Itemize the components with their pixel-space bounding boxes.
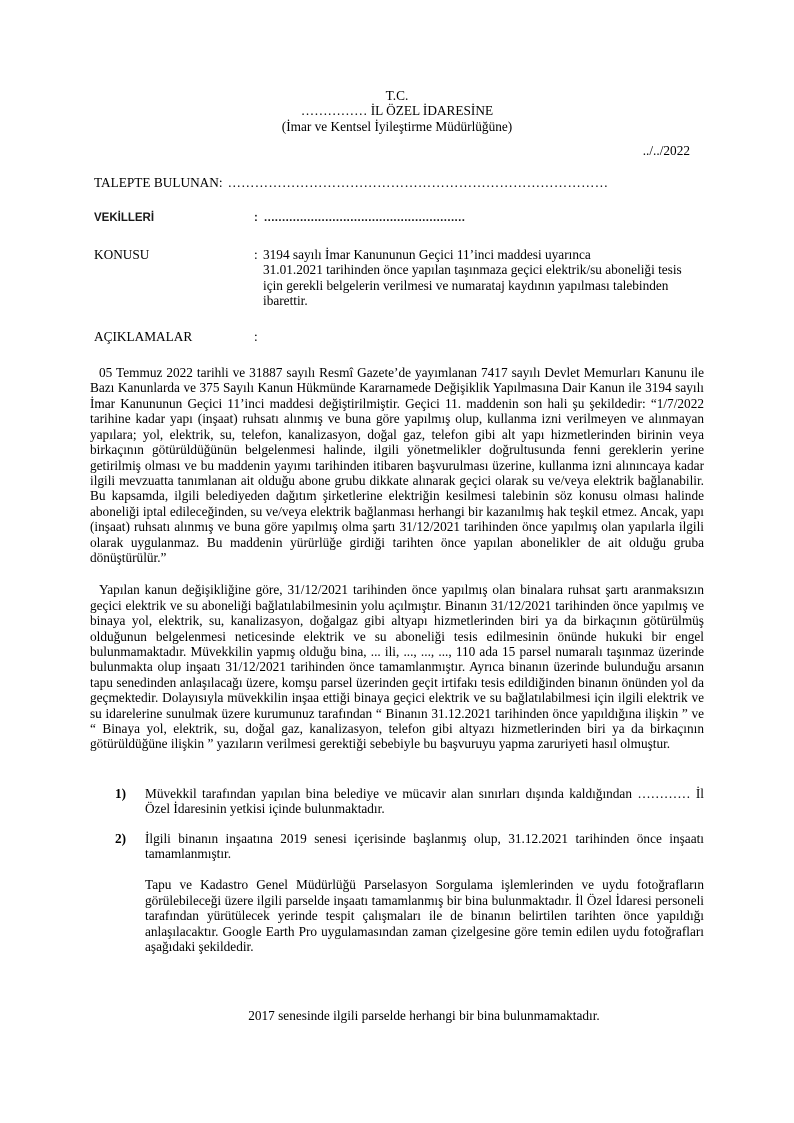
field-vekilleri (90, 211, 704, 225)
figure-caption-2017: 2017 senesinde ilgili parselde herhangi bir bina bulunmamaktadır. (248, 1008, 600, 1024)
aciklamalar-label: AÇIKLAMALAR (94, 328, 193, 344)
konusu-value-line1: 3194 sayılı İmar Kanununun Geçici 11’inci maddesi uyarınca (263, 247, 591, 263)
vekilleri-colon: : (254, 212, 258, 225)
field-aciklamalar (90, 329, 704, 344)
konusu-value (263, 247, 704, 309)
list-item-1-text: Müvekkil tarafından yapılan bina belediye ve mücavir alan sınırları dışında kaldığından ………… İl Özel İdaresinin yetkisi içinde bulunmaktadır. (145, 785, 704, 817)
list-item-2-text: İlgili binanın inşaatına 2019 senesi içerisinde başlanmış olup, 31.12.2021 tarihinden önce inşaatı tamamlanmıştır. (145, 830, 704, 862)
paragraph-application-grounds: Yapılan kanun değişikliğine göre, 31/12/2021 tarihinden önce yapılmış olan binalara ruhsat şartı aranmaksızın geçici elektrik ve su aboneliği bağlatılabilmesinin yolu açılmıştır. Binanın 31/12/2021 tarihinden önce yapılmış ve binaya yol, elektrik, su, kanalizasyon, doğalgaz gibi altyapı hizmetlerinden biri ya da birkaçının götürülmüş olduğunun belgelenmesi neticesinde elektrik ve su aboneliği tesis edilmesinin önünde hukuki bir engel bulunmamaktadır. Müvekkilin yapmış olduğu bina, ... ili, ..., ..., ..., 110 ada 15 parsel numaralı taşınmaz üzerinde bulunmakta olup inşaatı 31/12/2021 tarihinden önce tamamlanmıştır. Ayrıca binanın üzerinde bulunduğu arsanın tapu senedinden anlaşılacağı üzere, komşu parsel üzerinden geçit irtifakı tesis edildiğinden binanın önünden yol da geçmektedir. Dolayısıyla müvekkilin inşaa ettiği binaya geçici elektrik ve su bağlatılabilmesi için ilgili elektrik ve su idarelerine sunulmak üzere kurumunuz tarafından “ Binanın 31.12.2021 tarihinden önce yapıldığına ilişkin ” ve “ Binaya yol, elektrik, su, doğal gaz, kanalizasyon, telefon gibi altyazı hizmetlerinden biri ya da birkaçının götürüldüğüne ilişkin ” yazıların verilmesi gerektiği sebebiyle bu başvuruyu yapma zaruriyeti hasıl olmuştur. (90, 582, 704, 752)
document-header (90, 88, 704, 134)
konusu-colon: : (254, 247, 258, 263)
vekilleri-label: VEKİLLERİ (94, 212, 155, 225)
paragraph-law-amendment: 05 Temmuz 2022 tarihli ve 31887 sayılı Resmî Gazete’de yayımlanan 7417 sayılı Devlet Memurları Kanunu ile Bazı Kanunlarda ve 375 Sayılı Kanun Hükmünde Kararnamede Değişiklik Yapılmasına Dair Kanun ile 3194 sayılı İmar Kanununun Geçici 11’inci maddesi değiştirilmiştir. Geçici 11. maddenin son hali şu şekildedir: “1/7/2022 tarihine kadar yapı (inşaat) ruhsatı alınmış ve buna göre yapılmış olup, kullanma izni verilmeyen ve alınmayan yapılara; yol, elektrik, su, telefon, kanalizasyon, doğal gaz, telefon gibi alt yapı hizmetlerinden birinin veya birkaçının götürüldüğünün belgelenmesi halinde, ilgili yönetmelikler doğrultusunda fenni gereklerin yerine getirilmiş olması ve bu maddenin yayımı tarihinden itibaren başvurulması üzerine, kullanma izni alınıncaya kadar ilgili mevzuatta tanımlanan ait olduğu abone grubu dikkate alınarak geçici olarak su ve/veya elektrik bağlanabilir. Bu kapsamda, ilgili belediyeden dağıtım şirketlerine elektriğin kesilmesi talebinin söz konusu olması halinde aboneliği iptal edileceğinden, su ve/veya elektrik bağlanması herhangi bir kazanılmış hak teşkil etmez. Ancak, yapı (inşaat) ruhsatı alınmış ve buna göre yapılmış olma şartı 31/12/2021 tarihinden önce yapılmış olan yapılarla ilgili olarak uygulanmaz. Bu maddenin yürürlüğe girdiği tarihten önce yapılan abonelikler de ait olduğu gruba dönüştürülür.” (90, 365, 704, 565)
konusu-value-rest: 31.01.2021 tarihinden önce yapılan taşınmaza geçici elektrik/su aboneliği tesis için gerekli belgelerin verilmesi ve numarataj kaydının yapılması talebinden ibarettir. (263, 262, 682, 309)
header-tc: T.C. (385, 88, 409, 103)
list-item-1 (90, 786, 704, 817)
field-konusu (90, 247, 704, 309)
aciklamalar-colon: : (254, 328, 258, 344)
header-institution: …………… İL ÖZEL İDARESİNE (300, 103, 494, 119)
list-item-1-number: 1) (115, 785, 127, 801)
talepte-bulunan-label: TALEPTE BULUNAN: (94, 174, 223, 190)
list-item-2-number: 2) (115, 830, 127, 846)
document-date: ../../2022 (642, 143, 690, 159)
talepte-bulunan-dotted-blank: ………………………………………………………………………… (227, 174, 609, 190)
paragraph-satellite-evidence: Tapu ve Kadastro Genel Müdürlüğü Parselasyon Sorgulama işlemlerinden ve uydu fotoğrafların görülebileceği üzere ilgili parselde inşaatı tamamlanmış bir bina bulunmaktadır. İl Özel İdaresi personeli tarafından yürütülecek yerinde tespit çalışmaları ile de binanın belirtilen tarihten önce yapıldığı anlaşılacaktır. Google Earth Pro uygulamasından zaman çizelgesine göre temin edilen uydu fotoğrafları aşağıdaki şekildedir. (145, 877, 704, 955)
field-talepte-bulunan (90, 175, 704, 190)
konusu-label: KONUSU (94, 247, 150, 263)
list-item-2 (90, 831, 704, 862)
vekilleri-dotted-blank: ........................................................ (264, 212, 466, 225)
header-directorate: (İmar ve Kentsel İyileştirme Müdürlüğüne) (281, 118, 513, 134)
